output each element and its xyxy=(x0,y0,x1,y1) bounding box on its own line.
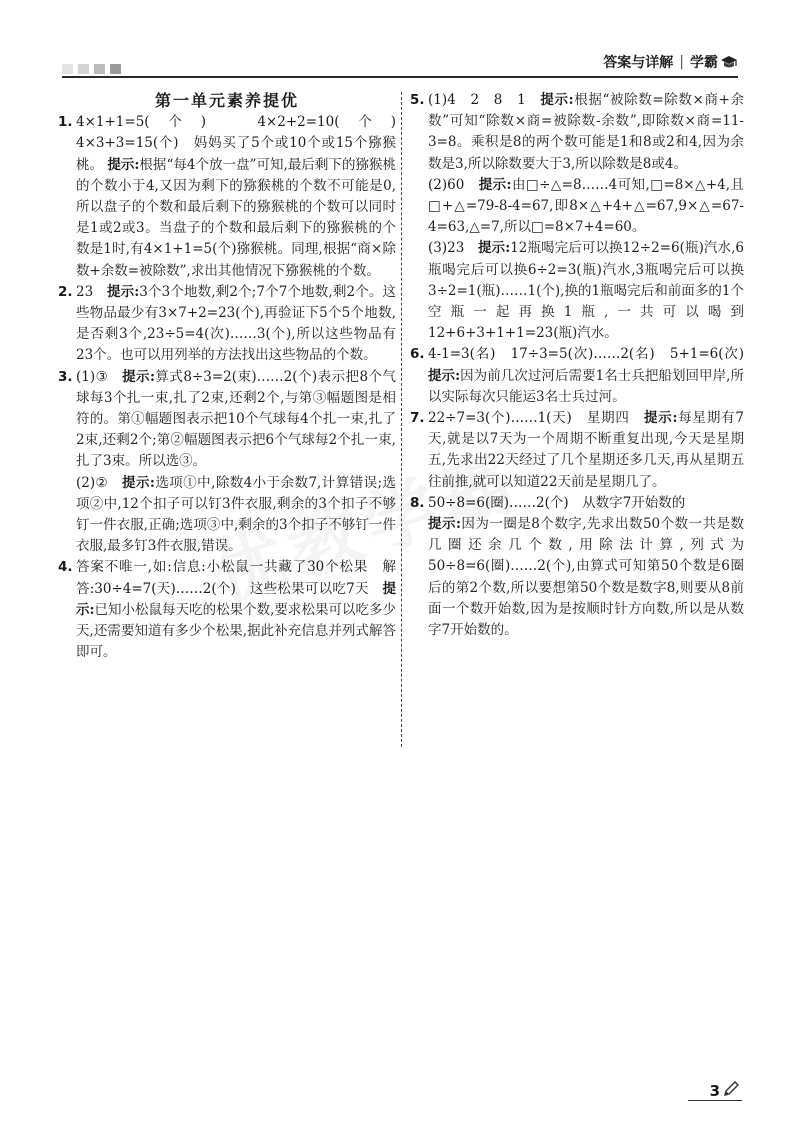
header-title: 答案与详解 xyxy=(603,55,674,71)
answer-item-6 xyxy=(410,344,758,408)
hint-label: 提示: xyxy=(643,410,678,427)
answer-text: 4×1+1=5(个) 4×2+2=10(个) 4×3+3=15(个) 妈妈买了5个或10个或15个猕猴桃。 xyxy=(76,114,410,173)
hint-label: 提示: xyxy=(106,283,140,300)
section-title: 第一单元素养提优 xyxy=(154,91,299,110)
hint-text: 根据“每4个放一盘”可知,最后剩下的猕猴桃的个数小于4,又因为剩下的猕猴桃的个数不可能是0,所以盘子的个数和最后剩下的猕猴桃的个数可以同时是1或2或3。当盘子的个数和最后剩下的猕猴桃的个数是1时,有4×1+1=5(个)猕猴桃。同理,根据“商×除数+余数=被除数”,求出其他情况下猕猴桃的个数。 xyxy=(76,156,397,279)
left-column xyxy=(58,90,410,663)
answer-item-2 xyxy=(58,282,396,367)
footer-rule xyxy=(688,1100,742,1101)
hint-label: 提示: xyxy=(122,368,155,385)
answer-text: (2)② xyxy=(76,474,123,491)
logo-text: 学霸 xyxy=(690,55,718,71)
header-decoration xyxy=(62,64,121,74)
answer-text: 答案不唯一,如:信息:小松鼠一共藏了30个松果 解答:30÷4=7(天)……2(个) 这些松果可以吃7天 xyxy=(76,559,396,597)
header xyxy=(603,52,738,72)
brand-logo xyxy=(690,52,738,72)
answer-item-7 xyxy=(410,408,744,493)
hint-label: 提示: xyxy=(478,240,511,257)
graduation-cap-icon xyxy=(720,54,738,70)
item-number: 2. xyxy=(58,283,73,300)
answer-item-5 xyxy=(410,90,744,344)
answer-text: 22÷7=3(个)……1(天) 星期四 xyxy=(428,410,644,427)
hint-text: 选项①中,除数4小于余数7,计算错误;选项②中,12个扣子可以钉3件衣服,剩余的3个扣子不够钉一件衣服,正确;选项③中,剩余的3个扣子不够钉一件衣服,最多钉3件衣服,错误。 xyxy=(76,474,397,555)
answer-text: (1)③ xyxy=(76,368,123,385)
hint-label: 提示: xyxy=(428,516,461,533)
item-number: 6. xyxy=(410,346,425,363)
hint-label: 提示: xyxy=(540,92,574,108)
item-number: 8. xyxy=(410,494,425,511)
answer-text: 23 xyxy=(76,283,107,300)
hint-text: 由□÷△=8……4可知,□=8×△+4,且□+△=79-8-4=67,即8×△+4+△=67,9×△=67-4=63,△=7,所以□=8×7+4=60。 xyxy=(428,176,744,236)
right-column xyxy=(410,90,758,641)
hint-label: 提示: xyxy=(428,367,461,384)
answer-item-3 xyxy=(58,367,396,558)
hint-label: 提示: xyxy=(76,580,396,618)
hint-text: 3个3个地数,剩2个;7个7个地数,剩2个。这些物品最少有3×7+2=23(个),再验证下5个5个地数,是否剩3个,23÷5=4(次)……3(个),所以这些物品有23个。也可以用列举的方法找出这些物品的个数。 xyxy=(76,283,397,364)
column-divider xyxy=(401,92,402,747)
answer-text: (3)23 xyxy=(428,240,478,257)
hint-text: 因为前几次过河后需要1名士兵把船划回甲岸,所以实际每次只能运3名士兵过河。 xyxy=(428,367,744,405)
hint-text: 已知小松鼠每天吃的松果个数,要求松果可以吃多少天,还需要知道有多少个松果,据此补充信息并列式解答即可。 xyxy=(76,601,397,661)
answer-item-4 xyxy=(58,557,396,663)
page-number: 3 xyxy=(709,1082,720,1100)
item-number: 5. xyxy=(410,92,425,108)
item-number: 4. xyxy=(58,559,73,576)
item-number: 7. xyxy=(410,410,425,427)
hint-text: 因为一圈是8个数字,先求出数50个数一共是数几圈还余几个数,用除法计算,列式为50÷8=6(圈)……2(个),由算式可知第50个数是6圈后的第2个数,所以要想第50个数是数字8,则要从8前面一个数开始数,因为是按顺时针方向数,所以是从数字7开始数的。 xyxy=(428,516,744,639)
item-number: 3. xyxy=(58,368,73,385)
answer-text: (1)4 2 8 1 xyxy=(428,92,541,108)
answer-text: 50÷8=6(圈)……2(个) 从数字7开始数的 xyxy=(428,494,686,511)
hint-text: 算式8÷3=2(束)……2(个)表示把8个气球每3个扎一束,扎了2束,还剩2个,与第③幅题图是相符的。第①幅题图表示把10个气球每4个扎一束,扎了2束,还剩2个;第②幅题图表示把6个气球每2个扎一束,扎了3束。所以选③。 xyxy=(76,368,396,470)
pencil-icon xyxy=(722,1080,740,1098)
hint-text: 12瓶喝完后可以换12÷2=6(瓶)汽水,6瓶喝完后可以换6÷2=3(瓶)汽水,3瓶喝完后可以换3÷2=1(瓶)……1(个),换的1瓶喝完后和前面多的1个空瓶一起再换1瓶,一共可以喝到12+6+3+1+1=23(瓶)汽水。 xyxy=(428,240,745,342)
hint-label: 提示: xyxy=(107,156,140,173)
answer-item-8 xyxy=(410,493,744,641)
hint-label: 提示: xyxy=(122,474,155,491)
answer-text: 4-1=3(名) 17÷3=5(次)……2(名) 5+1=6(次) xyxy=(428,346,758,363)
item-number: 1. xyxy=(58,114,73,131)
header-rule xyxy=(62,76,738,78)
hint-label: 提示: xyxy=(478,176,512,193)
answer-item-1 xyxy=(58,112,410,282)
answer-text: (2)60 xyxy=(428,176,479,193)
header-separator: | xyxy=(679,54,684,70)
hint-text: 根据“被除数=除数×商+余数”可知“除数×商=被除数-余数”,即除数×商=11-3=8。乘积是8的两个数可能是1和8或2和4,因为余数是3,所以除数要大于3,所以除数是8或4。 xyxy=(428,92,744,172)
hint-text: 每星期有7天,就是以7天为一个周期不断重复出现,今天是星期五,先求出22天经过了几个星期还多几天,再从星期五往前推,就可以知道22天前是星期几了。 xyxy=(428,410,744,490)
